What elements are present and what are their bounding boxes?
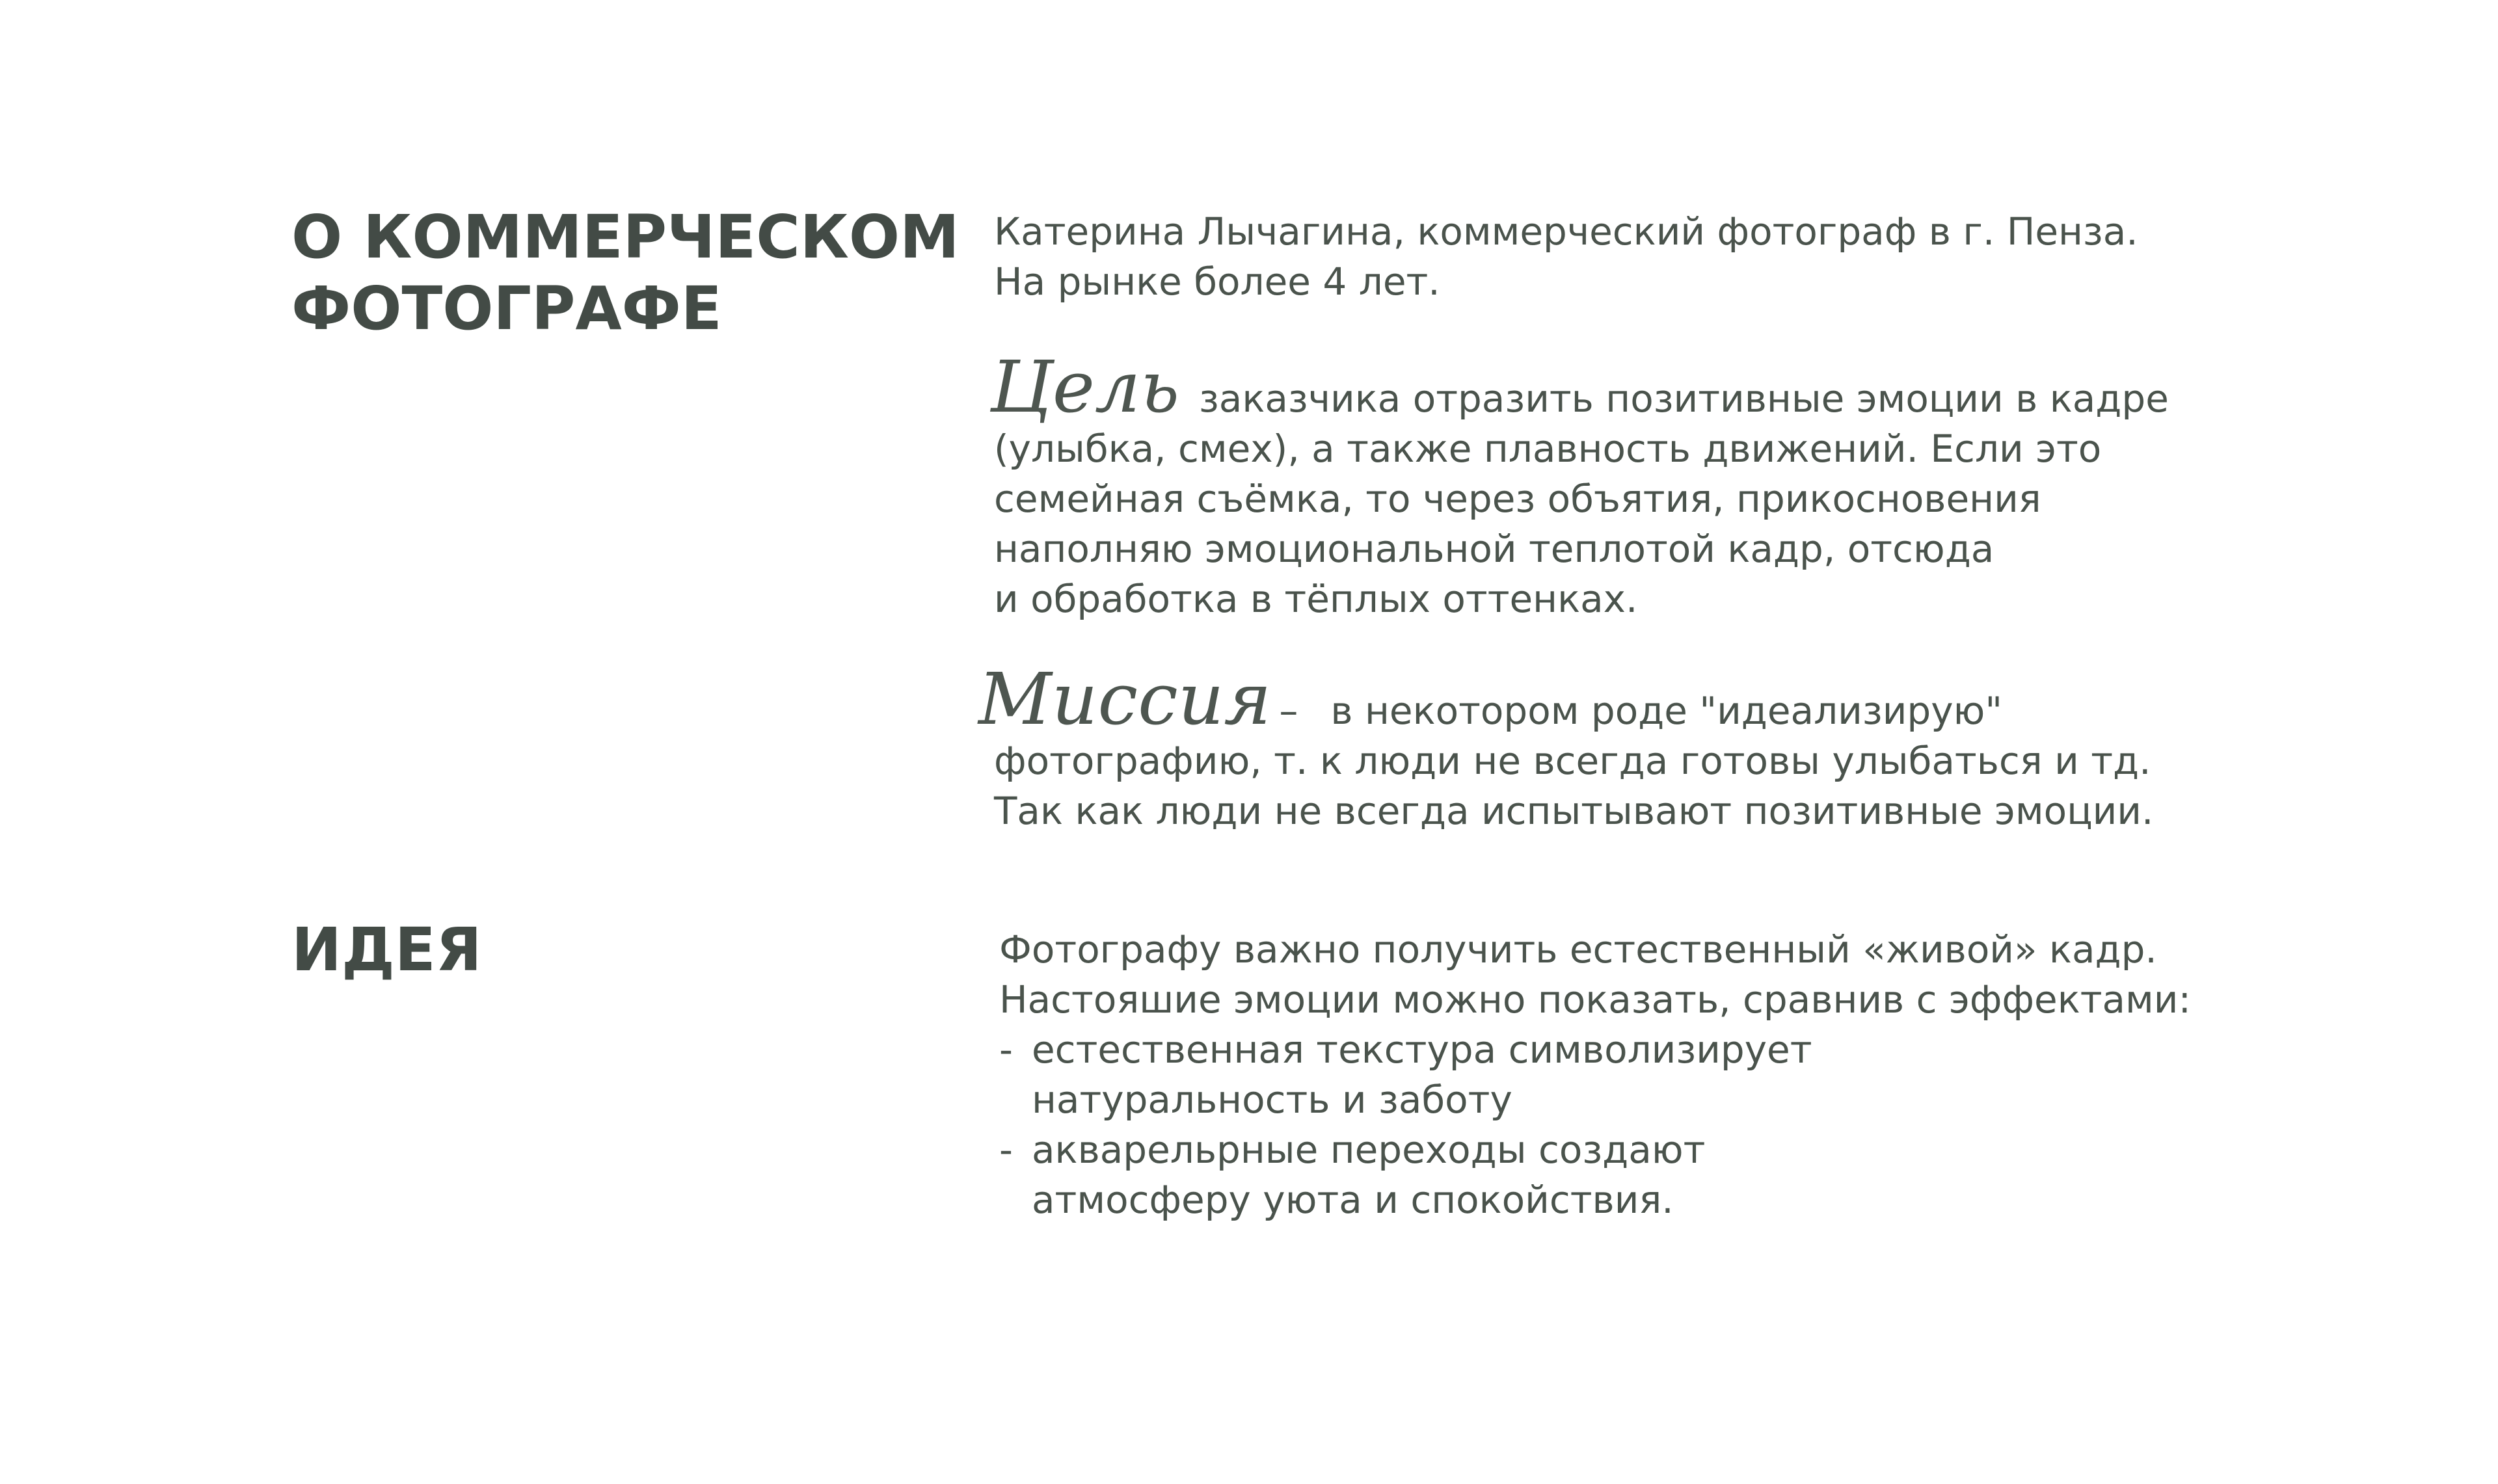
mission-paragraph — [978, 657, 2154, 836]
mission-line-2: фотографию, т. к люди не всегда готовы улыбаться и тд. — [994, 739, 2151, 783]
idea-paragraph — [999, 925, 2191, 1225]
idea-line-1: Фотографу важно получить естественный «живой» кадр. — [999, 927, 2157, 972]
about-heading-line-2: ФОТОГРАФЕ — [291, 274, 722, 343]
intro-paragraph — [994, 207, 2138, 307]
intro-line-2: На рынке более 4 лет. — [994, 259, 1440, 304]
idea-bullet-1-line-2: натуральность и заботу — [1032, 1078, 1512, 1122]
idea-bullet-2 — [999, 1125, 2191, 1225]
mission-script-word: Миссия — [978, 657, 1272, 741]
bullet-marker: - — [999, 1027, 1013, 1072]
idea-bullet-2-line-2: атмосферу уюта и спокойствия. — [1032, 1178, 1674, 1222]
mission-dash: – — [1279, 689, 1298, 733]
goal-line-1-text: заказчика отразить позитивные эмоции в кадре — [1198, 377, 2169, 421]
goal-line-4: наполняю эмоциональной теплотой кадр, отсюда — [994, 527, 1994, 571]
goal-paragraph — [990, 345, 2169, 624]
idea-heading — [291, 914, 482, 986]
goal-line-3: семейная съёмка, то через объятия, прикосновения — [994, 477, 2041, 521]
mission-line-1 — [978, 657, 2153, 741]
idea-bullet-1 — [999, 1025, 2191, 1125]
idea-bullet-2-line-1: акварельрные переходы создают — [1032, 1128, 1706, 1172]
about-heading — [291, 202, 960, 345]
goal-line-5: и обработка в тёплых оттенках. — [994, 577, 1638, 621]
goal-line-1 — [990, 345, 2169, 429]
mission-line-3: Так как люди не всегда испытывают позитивные эмоции. — [994, 789, 2154, 833]
goal-line-2: (улыбка, смех), а также плавность движений. Если это — [994, 427, 2102, 471]
about-heading-line-1: О КОММЕРЧЕСКОМ — [291, 202, 960, 272]
intro-line-1: Катерина Лычагина, коммерческий фотограф в г. Пенза. — [994, 209, 2138, 254]
goal-script-word: Цель — [990, 345, 1179, 429]
mission-line-1-text: в некотором роде "идеализирую" — [1330, 689, 2003, 733]
idea-line-2: Настояшие эмоции можно показать, сравнив с эффектами: — [999, 977, 2192, 1022]
idea-bullet-1-line-1: естественная текстура символизирует — [1032, 1027, 1812, 1072]
bullet-marker: - — [999, 1128, 1013, 1172]
idea-heading-text: ИДЕЯ — [291, 915, 482, 985]
